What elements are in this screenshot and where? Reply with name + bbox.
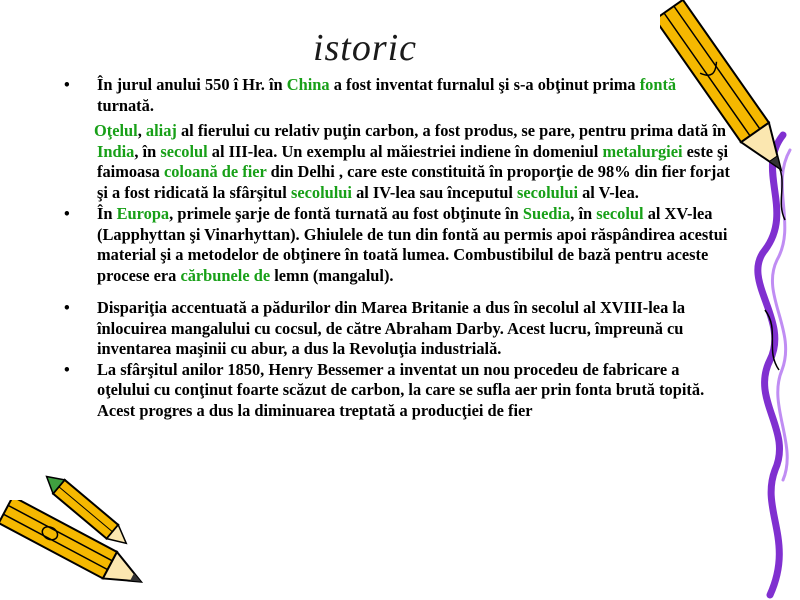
slide-body (64, 75, 734, 421)
slide-title: istoric (312, 27, 418, 69)
text-segment: În (97, 204, 117, 223)
highlight-link: Oţelul (94, 121, 138, 140)
text-segment: La sfârşitul anilor 1850, Henry Bessemer a inventat un nou procedeu de fabricare a oţelului cu conţinut foarte scăzut de carbon, la care se sufla aer prin fonta brută topită. Acest progres a dus la diminuarea treptată a producţiei de fier (97, 359, 705, 420)
paragraph-1 (64, 75, 734, 116)
text-segment: al III-lea. Un exemplu al măiestriei indiene în domeniul (207, 141, 603, 161)
highlight-link: secolului (290, 182, 352, 202)
text-segment: al XV-lea (Lapphyttan şi Vinarhyttan). Ghiulele de tun din fontă au permis apoi răspândirea acestui material şi a metodelor de obţinere în toată lumea. Combustibilul de bază pentru aceste procese era (97, 204, 728, 285)
text-segment: al fierului cu relativ puţin carbon, a fost produs, se pare, pentru prima dată în (176, 121, 727, 140)
highlight-link: secolul (596, 204, 644, 223)
paragraph-5 (64, 360, 734, 422)
text-segment: , în (570, 204, 597, 223)
highlight-link: cărbunele de (180, 265, 271, 285)
bullet-marker: • (64, 204, 70, 223)
highlight-link: coloană de fier (163, 162, 267, 181)
highlight-link: metalurgiei (602, 141, 683, 161)
text-segment: a fost inventat furnalul şi s-a obţinut prima (329, 75, 640, 94)
highlight-link: secolului (516, 182, 579, 202)
swirl-ribbon-decoration (735, 130, 800, 600)
text-segment: al IV-lea sau începutul (351, 182, 517, 202)
text-segment: , primele şarje de fontă turnată au fost obţinute în (169, 204, 523, 223)
highlight-link: Suedia (522, 204, 571, 223)
text-segment: , în (134, 141, 161, 161)
paragraph-4 (64, 298, 734, 360)
highlight-link: secolul (160, 141, 208, 161)
highlight-link: fontă (639, 75, 677, 94)
text-segment: În jurul anului 550 î Hr. în (97, 75, 287, 94)
text-segment: din Delhi , care este constituită în proporţie de 98% din fier forjat şi a fost ridicată la sfârşitul (97, 162, 730, 202)
text-segment: , (137, 121, 146, 140)
bullet-marker: • (64, 359, 70, 379)
highlight-link: Europa (116, 204, 170, 223)
paragraph-2 (64, 121, 734, 203)
highlight-link: China (286, 75, 330, 94)
bullet-marker: • (64, 298, 70, 317)
bullet-marker: • (64, 75, 70, 94)
paragraph-3 (64, 204, 734, 286)
pencil-small-bottom-left-decoration (30, 470, 140, 550)
text-segment: turnată. (97, 95, 154, 115)
text-segment: lemn (mangalul). (270, 265, 394, 285)
pencil-top-right-decoration (660, 0, 800, 190)
highlight-link: aliaj (145, 121, 177, 140)
text-segment: al V-lea. (578, 182, 639, 202)
text-segment: este şi faimoasa (97, 141, 729, 181)
text-segment: Dispariţia accentuată a pădurilor din Marea Britanie a dus în secolul al XVIII-lea la înlocuirea mangalului cu cocsul, de către Abraham Darby. Acest lucru, împreună cu inventarea maşinii cu abur, a dus la Revoluţia industrială. (97, 298, 686, 358)
highlight-link: India (97, 141, 135, 161)
